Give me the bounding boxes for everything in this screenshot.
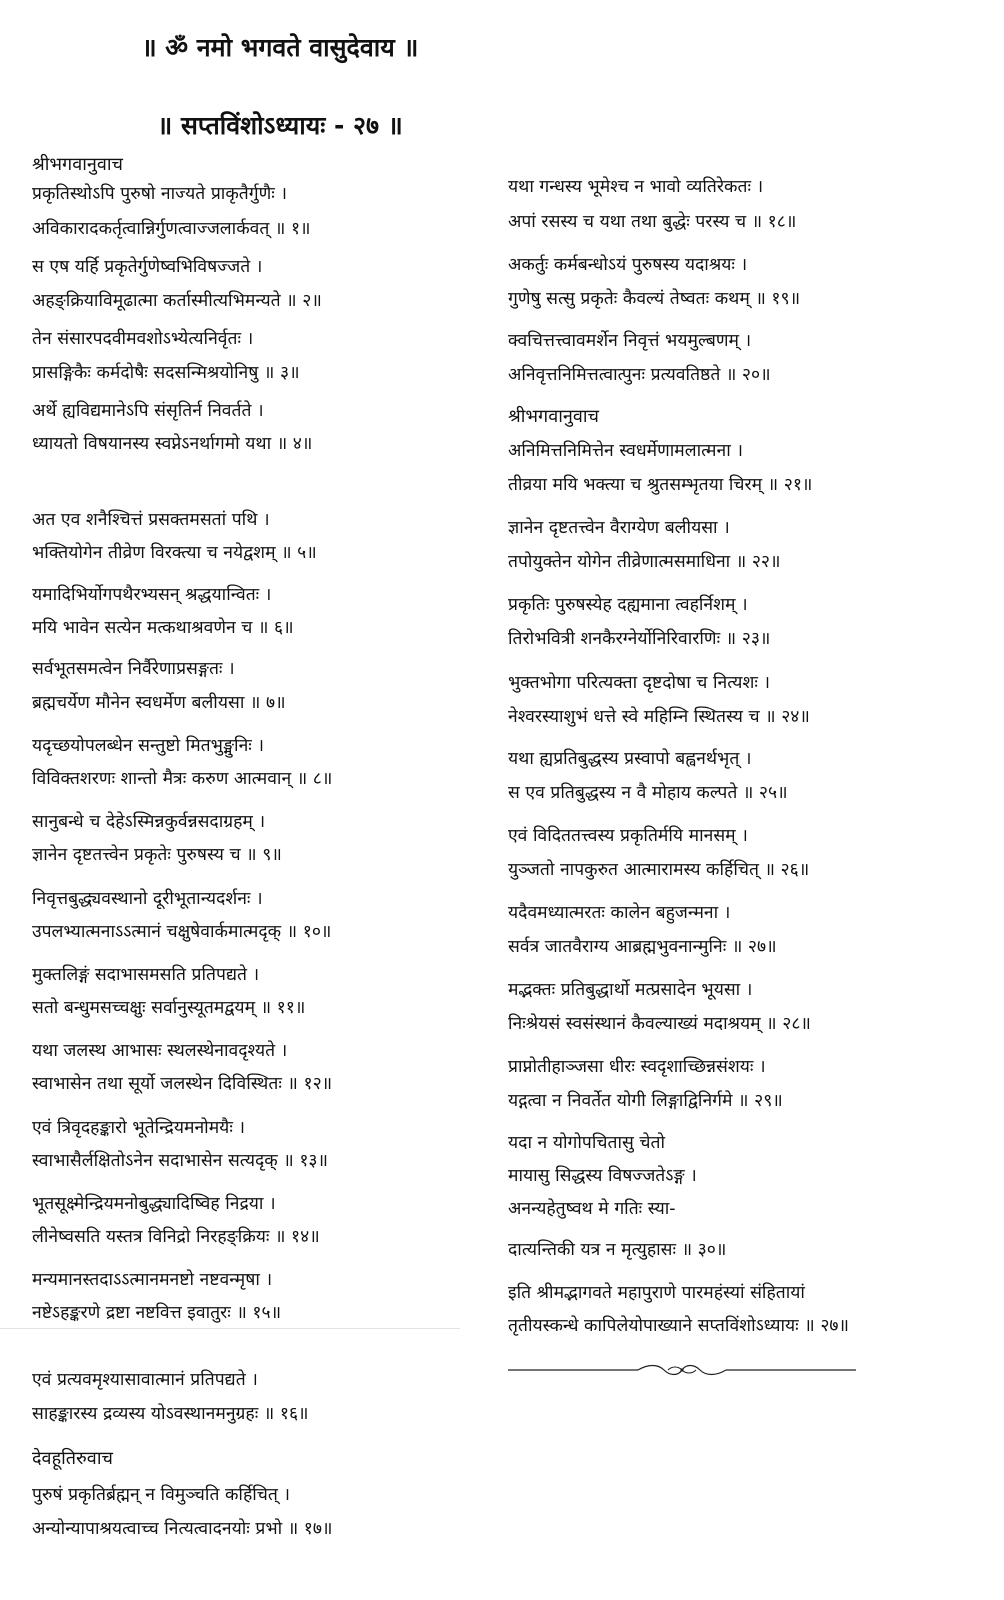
verse-line: अन्योन्यापाश्रयत्वाच्च नित्यत्वादनयोः प्रभो ॥ १७॥ <box>32 1519 333 1539</box>
verse-line: प्राप्नोतीहाञ्जसा धीरः स्वदृशाच्छिन्नसंशयः । <box>508 1057 766 1077</box>
verse-line: तपोयुक्तेन योगेन तीव्रेणात्मसमाधिना ॥ २२॥ <box>508 552 781 572</box>
verse-line: एवं विदिततत्त्वस्य प्रकृतिर्मयि मानसम् । <box>508 826 748 846</box>
verse-line: अविकारादकर्तृत्वान्निर्गुणत्वाज्जलार्कवत् ॥ १॥ <box>32 219 311 239</box>
verse-line: ध्यायतो विषयानस्य स्वप्नेऽनर्थागमो यथा ॥ ४॥ <box>32 434 313 454</box>
verse-line: विविक्तशरणः शान्तो मैत्रः करुण आत्मवान् ॥ ८॥ <box>32 769 333 789</box>
invocation-title: ॥ ॐ नमो भगवते वासुदेवाय ॥ <box>141 33 419 62</box>
verse-line: यदैवमध्यात्मरतः कालेन बहुजन्मना । <box>508 903 731 923</box>
verse-line: स्वाभासेन तथा सूर्यो जलस्थेन दिविस्थितः ॥ १२॥ <box>32 1074 333 1094</box>
verse-line: भूतसूक्ष्मेन्द्रियमनोबुद्ध्यादिष्विह निद्रया । <box>32 1194 276 1214</box>
verse-line: मुक्तलिङ्गं सदाभासमसति प्रतिपद्यते । <box>32 965 260 985</box>
verse-line: मन्यमानस्तदाऽऽत्मानमनष्टो नष्टवन्मृषा । <box>32 1270 273 1290</box>
verse-line: ब्रह्मचर्येण मौनेन स्वधर्मेण बलीयसा ॥ ७॥ <box>32 693 286 713</box>
verse-line: अर्थे ह्यविद्यमानेऽपि संसृतिर्न निवर्तते । <box>32 401 264 421</box>
verse-line: भक्तियोगेन तीव्रेण विरक्त्या च नयेद्वशम् ॥ ५॥ <box>32 543 317 563</box>
verse-line: यथा गन्धस्य भूमेश्च न भावो व्यतिरेकतः । <box>508 177 764 197</box>
ornament-divider-icon <box>508 1362 856 1378</box>
speaker-label: देवहूतिरुवाच <box>32 1448 113 1469</box>
verse-line: अहङ्क्रियाविमूढात्मा कर्तास्मीत्यभिमन्यते ॥ २॥ <box>32 291 322 311</box>
verse-line: यद्गत्वा न निवर्तेत योगी लिङ्गाद्विनिर्गमे ॥ २९॥ <box>508 1091 783 1111</box>
verse-line: निःश्रेयसं स्वसंस्थानं कैवल्याख्यं मदाश्रयम् ॥ २८॥ <box>508 1014 811 1034</box>
verse-line: अकर्तुः कर्मबन्धोऽयं पुरुषस्य यदाश्रयः । <box>508 255 748 275</box>
verse-line: साहङ्कारस्य द्रव्यस्य योऽवस्थानमनुग्रहः ॥ १६॥ <box>32 1404 309 1424</box>
verse-line: अपां रसस्य च यथा तथा बुद्धेः परस्य च ॥ १८॥ <box>508 212 797 232</box>
speaker-label: श्रीभगवानुवाच <box>32 154 123 175</box>
verse-line: मद्भक्तः प्रतिबुद्धार्थो मत्प्रसादेन भूयसा । <box>508 980 753 1000</box>
verse-line: तेन संसारपदवीमवशोऽभ्येत्यनिर्वृतः । <box>32 329 254 349</box>
verse-line: स एष यर्हि प्रकृतेर्गुणेष्वभिविषज्जते । <box>32 257 263 277</box>
verse-line: गुणेषु सत्सु प्रकृतेः कैवल्यं तेष्वतः कथम् ॥ १९॥ <box>508 289 801 309</box>
verse-line: मायासु सिद्धस्य विषज्जतेऽङ्ग । <box>508 1166 697 1186</box>
verse-line: यदा न योगोपचितासु चेतो <box>508 1133 665 1153</box>
verse-line: यथा ह्यप्रतिबुद्धस्य प्रस्वापो बह्वनर्थभृत् । <box>508 749 752 769</box>
verse-line: नष्टेऽहङ्करणे द्रष्टा नष्टवित्त इवातुरः ॥ १५॥ <box>32 1303 282 1323</box>
verse-line: अनन्यहेतुष्वथ मे गतिः स्या- <box>508 1199 676 1219</box>
verse-line: सतो बन्धुमसच्चक्षुः सर्वानुस्यूतमद्वयम् ॥ ११॥ <box>32 998 306 1018</box>
verse-line: निवृत्तबुद्ध्यवस्थानो दूरीभूतान्यदर्शनः । <box>32 889 263 909</box>
verse-line: अत एव शनैश्चित्तं प्रसक्तमसतां पथि । <box>32 510 270 530</box>
speaker-label: श्रीभगवानुवाच <box>508 406 599 427</box>
chapter-title: ॥ सप्तविंशोऽध्यायः - २७ ॥ <box>157 111 403 140</box>
colophon-line: इति श्रीमद्भागवते महापुराणे पारमहंस्यां संहितायां <box>508 1283 805 1303</box>
faint-divider <box>0 1328 460 1329</box>
verse-line: सानुबन्धे च देहेऽस्मिन्नकुर्वन्नसदाग्रहम् । <box>32 812 266 832</box>
verse-line: लीनेष्वसति यस्तत्र विनिद्रो निरहङ्क्रियः ॥ १४॥ <box>32 1227 320 1247</box>
verse-line: सर्वभूतसमत्वेन निर्वैरेणाप्रसङ्गतः । <box>32 659 235 679</box>
verse-line: सर्वत्र जातवैराग्य आब्रह्मभुवनान्मुनिः ॥ २७॥ <box>508 937 777 957</box>
verse-line: दात्यन्तिकी यत्र न मृत्युहासः ॥ ३०॥ <box>508 1240 727 1260</box>
verse-line: नेश्वरस्याशुभं धत्ते स्वे महिम्नि स्थितस्य च ॥ २४॥ <box>508 707 810 727</box>
verse-line: भुक्तभोगा परित्यक्ता दृष्टदोषा च नित्यशः । <box>508 673 771 693</box>
verse-line: उपलभ्यात्मनाऽऽत्मानं चक्षुषेवार्कमात्मदृक् ॥ १०॥ <box>32 922 332 942</box>
verse-line: मयि भावेन सत्येन मत्कथाश्रवणेन च ॥ ६॥ <box>32 618 294 638</box>
verse-line: प्रासङ्गिकैः कर्मदोषैः सदसन्मिश्रयोनिषु ॥ ३॥ <box>32 363 300 383</box>
verse-line: प्रकृतिः पुरुषस्येह दह्यमाना त्वहर्निशम् । <box>508 595 748 615</box>
verse-line: युञ्जतो नापकुरुत आत्मारामस्य कर्हिचित् ॥ २६॥ <box>508 860 810 880</box>
colophon-line: तृतीयस्कन्धे कापिलेयोपाख्याने सप्तविंशोऽध्यायः ॥ २७॥ <box>508 1316 850 1336</box>
verse-line: प्रकृतिस्थोऽपि पुरुषो नाज्यते प्राकृतैर्गुणैः । <box>32 184 287 204</box>
verse-line: क्वचित्तत्त्वावमर्शेन निवृत्तं भयमुल्बणम् । <box>508 331 752 351</box>
verse-line: यथा जलस्थ आभासः स्थलस्थेनावदृश्यते । <box>32 1041 288 1061</box>
verse-line: यमादिभिर्योगपथैरभ्यसन् श्रद्धयान्वितः । <box>32 585 272 605</box>
verse-line: एवं त्रिवृदहङ्कारो भूतेन्द्रियमनोमयैः । <box>32 1118 246 1138</box>
verse-line: एवं प्रत्यवमृश्यासावात्मानं प्रतिपद्यते । <box>32 1370 258 1390</box>
verse-line: ज्ञानेन दृष्टतत्त्वेन वैराग्येण बलीयसा । <box>508 518 730 538</box>
verse-line: पुरुषं प्रकृतिर्ब्रह्मन् न विमुञ्चति कर्हिचित् । <box>32 1485 291 1505</box>
verse-line: तिरोभवित्री शनकैरग्नेर्योनिरिवारणिः ॥ २३॥ <box>508 629 771 649</box>
verse-line: स एव प्रतिबुद्धस्य न वै मोहाय कल्पते ॥ २५॥ <box>508 783 788 803</box>
verse-line: अनिमित्तनिमित्तेन स्वधर्मेणामलात्मना । <box>508 441 743 461</box>
verse-line: अनिवृत्तनिमित्तत्वात्पुनः प्रत्यवतिष्ठते ॥ २०॥ <box>508 365 771 385</box>
verse-line: ज्ञानेन दृष्टतत्त्वेन प्रकृतेः पुरुषस्य च ॥ ९॥ <box>32 845 282 865</box>
verse-line: स्वाभासैर्लक्षितोऽनेन सदाभासेन सत्यदृक् ॥ १३॥ <box>32 1151 329 1171</box>
verse-line: यदृच्छयोपलब्धेन सन्तुष्टो मितभुङ्मुनिः । <box>32 736 265 756</box>
verse-line: तीव्रया मयि भक्त्या च श्रुतसम्भृतया चिरम् ॥ २१॥ <box>508 475 813 495</box>
